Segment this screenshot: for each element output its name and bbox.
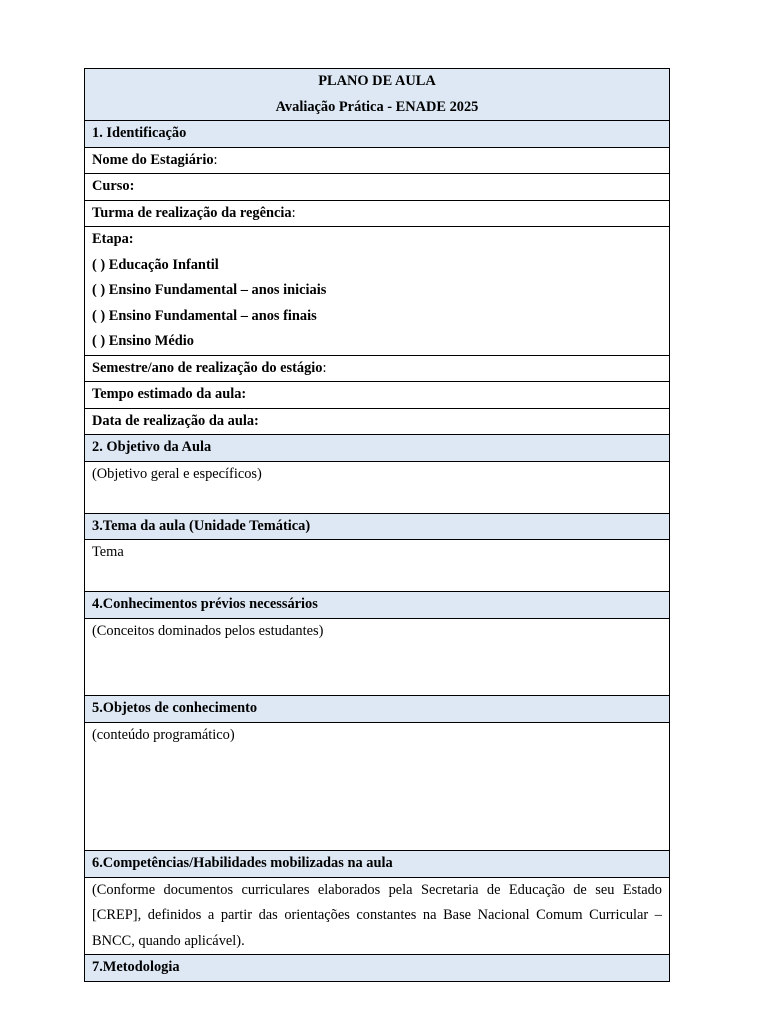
section-conhecimentos-content-cell[interactable] xyxy=(85,618,670,696)
section-tema-content-row xyxy=(85,540,670,592)
etapa-option-ensino-medio[interactable]: ( ) Ensino Médio xyxy=(92,333,194,349)
section-conhecimentos-content-row xyxy=(85,618,670,696)
etapa-option-educacao-infantil[interactable]: ( ) Educação Infantil xyxy=(92,256,219,273)
section-metodologia-row xyxy=(85,955,670,982)
lesson-plan-table xyxy=(84,68,670,982)
field-nome-suffix: : xyxy=(213,151,218,168)
section-objetos-content-row xyxy=(85,722,670,851)
field-row-tempo xyxy=(85,382,670,409)
field-semestre-suffix: : xyxy=(322,359,327,376)
section-conhecimentos-row xyxy=(85,592,670,619)
field-tempo-cell[interactable] xyxy=(85,382,670,409)
section-objetos-heading: 5.Objetos de conhecimento xyxy=(92,700,258,716)
field-etapa-label: Etapa: xyxy=(92,231,134,247)
title-row xyxy=(85,69,670,121)
section-objetivo-content: (Objetivo geral e específicos) xyxy=(92,465,262,482)
field-data-label: Data de realização da aula: xyxy=(92,412,259,429)
field-curso-label: Curso: xyxy=(92,178,135,194)
section-identificacao-heading-cell xyxy=(85,121,670,148)
section-competencias-heading: 6.Competências/Habilidades mobilizadas na aula xyxy=(92,855,393,871)
section-objetivo-heading-cell xyxy=(85,435,670,462)
field-row-semestre xyxy=(85,355,670,382)
etapa-option-fundamental-finais[interactable]: ( ) Ensino Fundamental – anos finais xyxy=(92,307,317,324)
field-nome-label: Nome do Estagiário xyxy=(92,151,214,168)
section-competencias-heading-cell xyxy=(85,851,670,878)
section-objetivo-content-row xyxy=(85,461,670,513)
field-semestre-cell[interactable] xyxy=(85,355,670,382)
section-metodologia-heading: 7.Metodologia xyxy=(92,959,180,975)
field-row-data xyxy=(85,408,670,435)
field-etapa-cell xyxy=(85,227,670,356)
section-competencias-content-row xyxy=(85,877,670,955)
field-tempo-label: Tempo estimado da aula: xyxy=(92,386,247,402)
document-subtitle: Avaliação Prática - ENADE 2025 xyxy=(275,98,479,115)
field-data-cell[interactable] xyxy=(85,408,670,435)
lesson-plan-page xyxy=(84,68,670,982)
section-competencias-content-cell[interactable] xyxy=(85,877,670,955)
section-objetivo-heading: 2. Objetivo da Aula xyxy=(92,439,212,455)
section-objetivo-row xyxy=(85,435,670,462)
section-metodologia-heading-cell xyxy=(85,955,670,982)
field-nome-cell[interactable] xyxy=(85,147,670,174)
etapa-option-fundamental-iniciais[interactable]: ( ) Ensino Fundamental – anos iniciais xyxy=(92,282,327,298)
section-competencias-row xyxy=(85,851,670,878)
section-objetos-content: (conteúdo programático) xyxy=(92,726,235,743)
section-conhecimentos-heading-cell xyxy=(85,592,670,619)
title-cell xyxy=(85,69,670,121)
section-identificacao-row xyxy=(85,121,670,148)
document-title: PLANO DE AULA xyxy=(318,73,436,89)
section-objetos-row xyxy=(85,696,670,723)
section-tema-heading: 3.Tema da aula (Unidade Temática) xyxy=(92,517,311,534)
section-objetivo-content-cell[interactable] xyxy=(85,461,670,513)
section-objetos-heading-cell xyxy=(85,696,670,723)
field-row-curso xyxy=(85,174,670,201)
section-tema-content-cell[interactable] xyxy=(85,540,670,592)
section-conhecimentos-heading: 4.Conhecimentos prévios necessários xyxy=(92,596,318,612)
field-row-etapa xyxy=(85,227,670,356)
section-objetos-content-cell[interactable] xyxy=(85,722,670,851)
section-identificacao-heading: 1. Identificação xyxy=(92,125,187,141)
section-tema-heading-cell xyxy=(85,513,670,540)
section-tema-content: Tema xyxy=(92,544,124,560)
field-turma-suffix: : xyxy=(291,204,296,221)
field-row-nome xyxy=(85,147,670,174)
field-curso-cell[interactable] xyxy=(85,174,670,201)
field-row-turma xyxy=(85,200,670,227)
section-conhecimentos-content: (Conceitos dominados pelos estudantes) xyxy=(92,622,324,639)
field-turma-cell[interactable] xyxy=(85,200,670,227)
field-semestre-label: Semestre/ano de realização do estágio xyxy=(92,359,323,376)
section-competencias-content: (Conforme documentos curriculares elaborados pela Secretaria de Educação de seu Estado [CREP], definidos a partir das orientações constantes na Base Nacional Comum Curricular – BNCC, quando aplicável). xyxy=(92,881,662,949)
section-tema-row xyxy=(85,513,670,540)
field-turma-label: Turma de realização da regência xyxy=(92,204,292,221)
